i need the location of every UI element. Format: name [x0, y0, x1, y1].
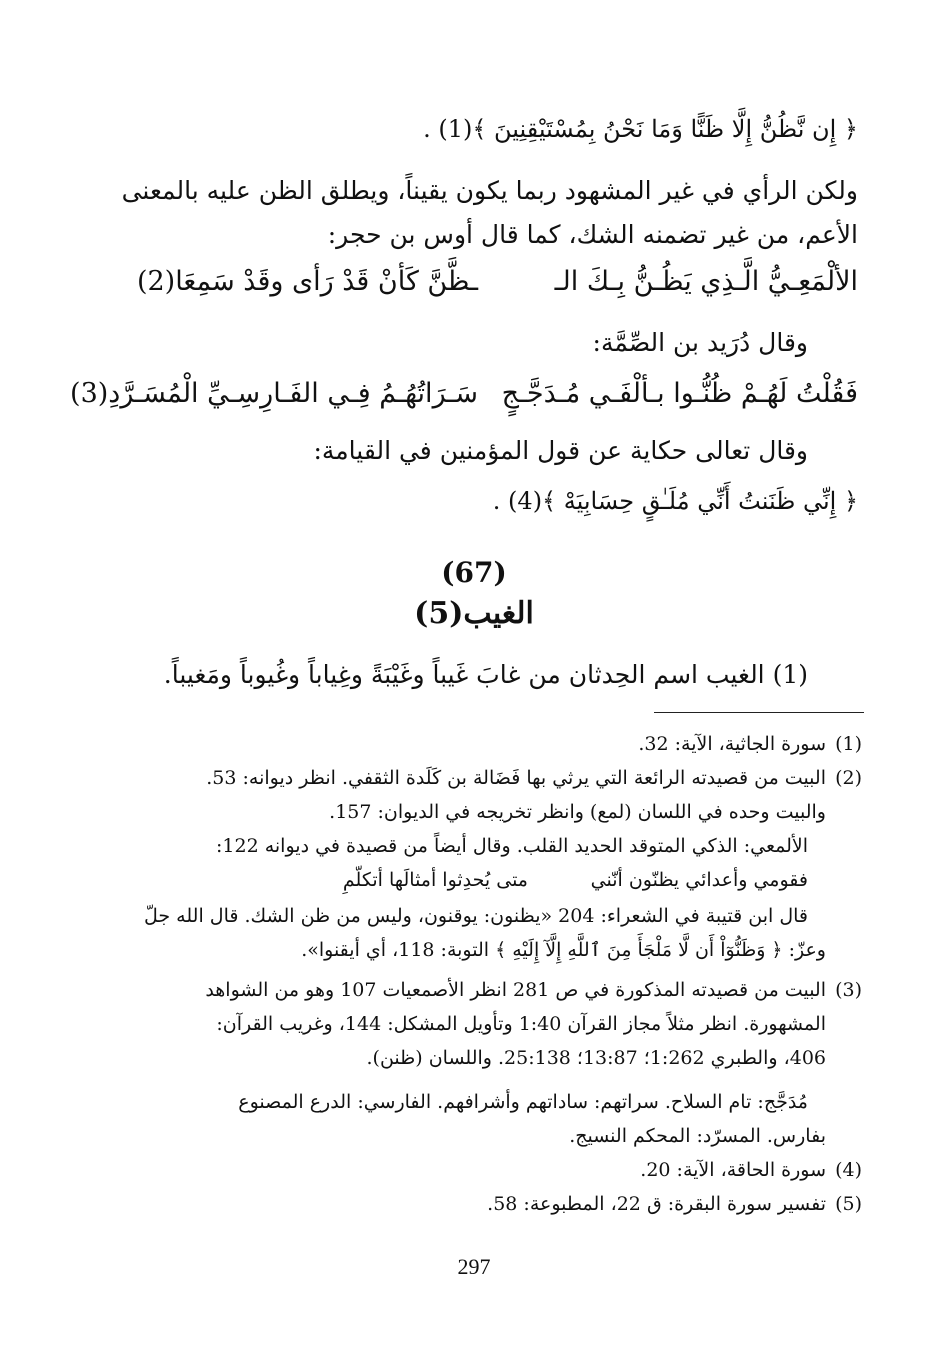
- footnote-number: (3): [835, 979, 862, 1001]
- footnote-text: وعزّ: ﴿ وَظَنُّوٓاْ أَن لَّا مَلْجَأَ مِنَ ٱللَّهِ إِلَّآ إِلَيْهِ ﴾ التوبة: 118، أي أيقنوا».: [301, 939, 826, 961]
- footnote-text: الألمعي: الذكي المتوقد الحديد القلب. وقال أيضاً من قصيدة في ديوانه 122:: [216, 835, 808, 857]
- footnote-number: (2): [835, 767, 862, 789]
- body-line: وقال تعالى حكاية عن قول المؤمنين في القيامة:: [313, 436, 808, 465]
- footnote-separator: [654, 712, 864, 713]
- body-line: الأعم، من غير تضمنه الشك، كما قال أوس بن حجر:: [327, 220, 858, 249]
- footnote-text: بفارس. المسرّد: المحكم النسيج.: [569, 1125, 826, 1147]
- body-line: (1) الغيب اسم الحِدثان من غابَ غَيباً وغَيْبَةً وغِياباً وغُيوباً ومَغيباً.: [163, 660, 808, 689]
- quran-quote-line: ﴿ إِنِّي ظَنَنتُ أَنِّي مُلَـٰقٍ حِسَابِيَهْ ﴾(4) .: [492, 487, 858, 515]
- footnote-text: المشهورة. انظر مثلاً مجاز القرآن 1:40 وتأويل المشكل: 144، وغريب القرآن:: [216, 1013, 826, 1035]
- verse-hemistich-left: ـظَّنَّ كَأنْ قَدْ رَأى وقَدْ سَمِعَا(2): [136, 266, 478, 297]
- footnote-text: تفسير سورة البقرة: ق 22، المطبوعة: 58.: [487, 1193, 826, 1215]
- footnote-text: سورة الجاثية، الآية: 32.: [638, 733, 826, 755]
- body-line: وقال دُرَيد بن الصِّمَّة:: [592, 328, 808, 357]
- verse-hemistich-right: الألْمَعِـيُّ الَّـذِي يَظُـنُّ بِـكَ الـ: [554, 266, 858, 297]
- verse-hemistich-right: فَقُلْتُ لَهُـمْ ظُنُّـوا بـألْفَـي مُـدَجَّـجٍ: [501, 378, 858, 409]
- footnote-number: (4): [835, 1159, 862, 1181]
- footnote-text: مُدَجَّج: تام السلاح. سراتهم: ساداتهم وأشرافهم. الفارسي: الدرع المصنوع: [238, 1091, 808, 1113]
- footnote-text: 406، والطبري 1:262؛ 13:87؛ 25:138. واللسان (ظنن).: [366, 1047, 826, 1069]
- footnote-text: قال ابن قتيبة في الشعراء: 204 «يظنون: يوقنون، وليس من ظن الشك. قال الله جلّ: [144, 905, 808, 927]
- footnote-number: (1): [835, 733, 862, 755]
- quran-quote-line: ﴿ إِن نَّظُنُّ إِلَّا ظَنًّا وَمَا نَحْنُ بِمُسْتَيْقِنِينَ ﴾(1) .: [423, 115, 858, 143]
- footnote-verse-right: فقومي وأعدائي يظنّون أنّني: [590, 869, 808, 891]
- footnote-number: (5): [835, 1193, 862, 1215]
- footnote-verse-left: متى يُحدِثوا أمثالَها أتكلّمِ: [342, 869, 528, 891]
- body-line: ولكن الرأي في غير المشهود ربما يكون يقيناً، ويطلق الظن عليه بالمعنى: [121, 176, 858, 205]
- footnote-text: والبيت وحده في اللسان (لمع) وانظر تخريجه في الديوان: 157.: [329, 801, 826, 823]
- footnote-text: سورة الحاقة، الآية: 20.: [640, 1159, 826, 1181]
- footnote-text: البيت من قصيدته الرائعة التي يرثي بها فَضَالة بن كَلَدة الثقفي. انظر ديوانه: 53.: [206, 767, 826, 789]
- page-number: 297: [457, 1254, 491, 1279]
- footnote-text: البيت من قصيدته المذكورة في ص 281 انظر الأصمعيات 107 وهو من الشواهد: [205, 979, 826, 1001]
- section-number: (67): [441, 556, 507, 589]
- section-title: الغيب(5): [414, 596, 534, 631]
- verse-hemistich-left: سَـرَاتُهُـمُ فِـي الفَـارِسِـيِّ الْمُسَـرَّدِ(3): [70, 378, 478, 409]
